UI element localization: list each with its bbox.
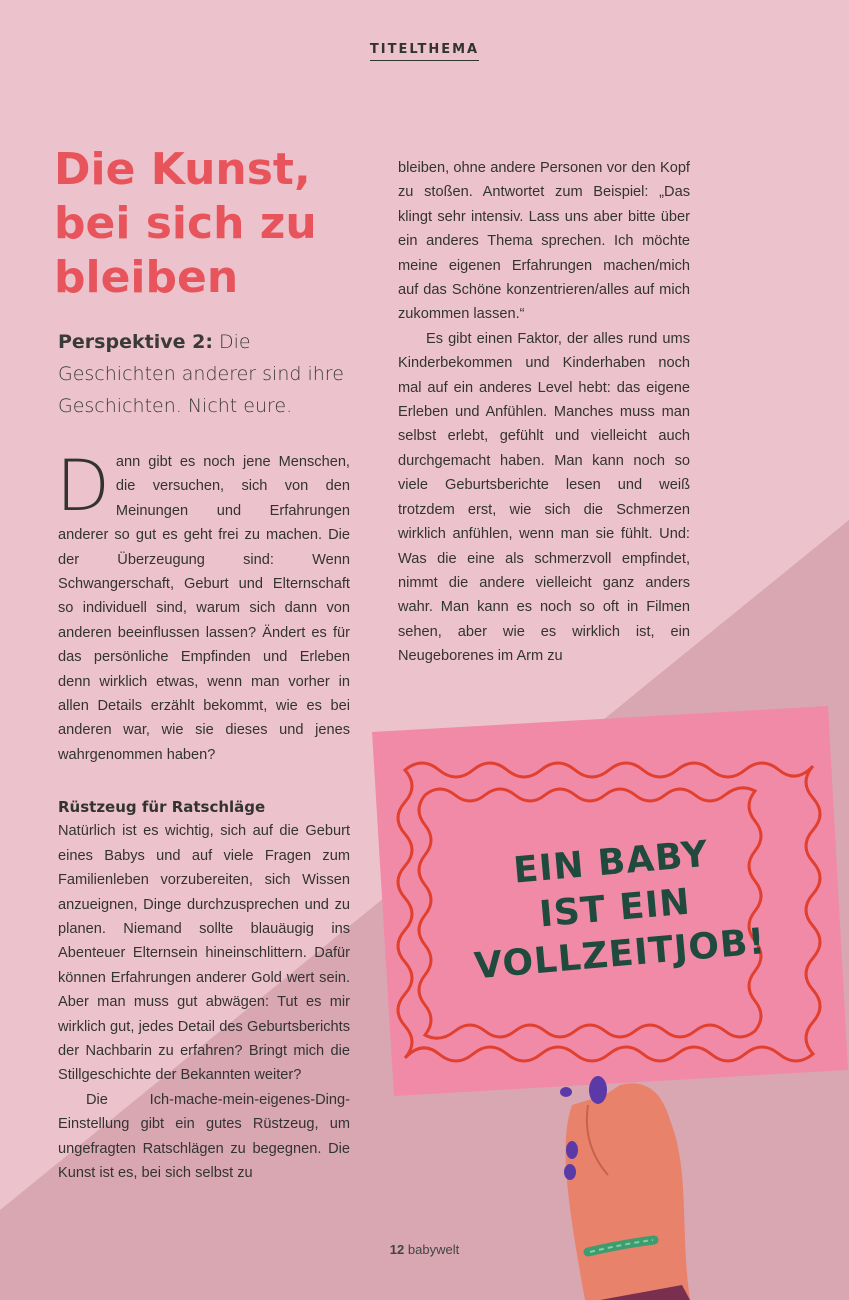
subtitle-rest: Die Geschichten anderer sind ihre Geschichten. Nicht eure.	[58, 331, 344, 417]
paragraph-intro: Dann gibt es noch jene Menschen, die versuchen, sich von den Meinungen und Erfahrungen anderer so gut es geht frei zu machen. Die der Überzeugung sind: Wenn Schwangerschaft, Geburt und Elternschaft so individuell sind, warum sich dann von anderen beeinflussen lassen? Ändert es für das persönliche Empfinden und Erleben denn wirklich etwas, wenn man vorher in allen Details erzählt bekommt, wie es bei anderen war, wie sie dieses und jenes wahrgenommen haben?	[56, 445, 350, 763]
thumb-nail	[589, 1076, 607, 1104]
paragraph: Es gibt einen Faktor, der alles rund ums Kinderbekommen und Kinderhaben noch mal auf ein anderes Level hebt: das eigene Erleben und Anfühlen. Manches muss man selbst erlebt, gefühlt und vielleicht auch durchgemacht haben. Man kann noch so viele Geburtsberichte lesen und weiß trotzdem erst, wie sich die Schmerzen wirklich anfühlen, wenn man sie fühlt. Und: Was die eine als schmerzvoll empfindet, nimmt die andere vielleicht ganz anders wahr. Man kann es noch so oft in Filmen sehen, aber wie es wirklich ist, ein Neugeborenes im Arm zu	[398, 330, 690, 665]
paragraph: bleiben, ohne andere Personen vor den Kopf zu stoßen. Antwortet zum Beispiel: „Das klingt sehr intensiv. Lass uns aber bitte über ein anderes Thema sprechen. Ich möchte meine eigenen Erfahrungen machen/mich auf das Schöne konzentrieren/alles auf mich zukommen lassen.“	[398, 160, 690, 323]
article-title: Die Kunst, bei sich zu bleiben	[54, 144, 317, 303]
sign-slogan: EIN BABY IST EIN VOLLZEITJOB!	[472, 833, 768, 988]
subtitle-lead: Perspektive 2:	[58, 331, 213, 353]
hand-illustration	[566, 1083, 690, 1300]
section-label: TITELTHEMA	[0, 42, 849, 57]
paragraph: Die Ich-mache-mein-eigenes-Ding-Einstellung gibt ein gutes Rüstzeug, um ungefragten Ratschlägen zu begegnen. Die Kunst ist es, bei sich selbst zu	[58, 1091, 350, 1181]
page-footer	[0, 1242, 849, 1257]
magazine-name: babywelt	[407, 1242, 460, 1257]
drop-cap: D	[56, 445, 110, 527]
subheading: Rüstzeug für Ratschläge	[58, 798, 266, 817]
paragraph: Natürlich ist es wichtig, sich auf die Geburt eines Babys und auf viele Fragen zum Familienleben vorzubereiten, sich Wissen anzueignen, Dinge durchzusprechen und zu planen. Niemand sollte blauäugig ins Abenteuer Elternsein hineinschlittern. Dafür können Erfahrungen anderer Gold wert sein. Aber man muss gut abwägen: Tut es mir wirklich gut, jedes Detail des Geburtsberichts der Nachbarin zu erfahren? Bringt mich die Stillgeschichte der Bekannten weiter?	[58, 823, 350, 1084]
page-number: 12	[389, 1242, 405, 1257]
